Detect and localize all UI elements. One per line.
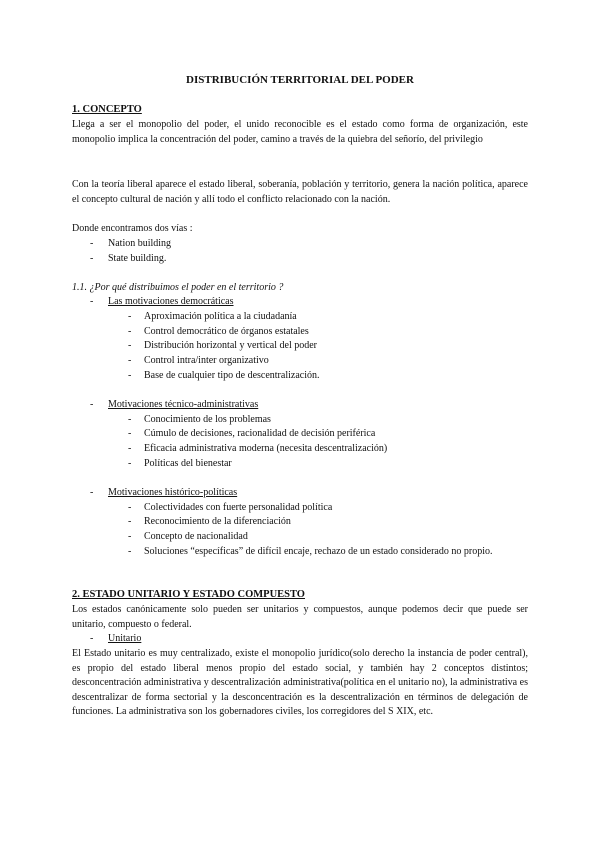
paragraph: Los estados canónicamente solo pueden ser unitarios y compuestos, aunque podemos decir que puede ser unitario, compuesto o federal. (72, 604, 528, 630)
dash-bullet: - (90, 633, 94, 644)
list-item: Control intra/inter organizativo (144, 355, 269, 366)
paragraph: Llega a ser el monopolio del poder, el unido reconocible es el estado como forma de organización, este monopolio implica la concentración del poder, camino a través de la quiebra del señorío, del privilegio (72, 119, 528, 145)
list-item: Nation building (108, 238, 172, 249)
dash-bullet: - (128, 458, 132, 469)
list-item: Aproximación política a la ciudadanía (144, 311, 297, 322)
paragraph: El Estado unitario es muy centralizado, existe el monopolio jurídico(solo derecho la instancia de poder central), es propio del estado liberal menos propio del estado social, y también hay 2 conceptos distintos; desconcentración administrativa y descentralización administrativa(política en el unitario no), la administrativa es descentralizar de forma sectorial y la desconcentración es la descentralización en términos de delegación de funciones. La administrativa son los gobernadores civiles, los corregidores del S XIX, etc. (72, 648, 528, 718)
dash-bullet: - (128, 340, 132, 351)
dash-bullet: - (128, 516, 132, 527)
dash-bullet: - (90, 296, 94, 307)
paragraph: Con la teoría liberal aparece el estado liberal, soberanía, población y territorio, genera la nación política, aparece el concepto cultural de nación y allí todo el conflicto relacionado con la nación. (72, 179, 528, 205)
dash-bullet: - (90, 253, 94, 264)
dash-bullet: - (128, 531, 132, 542)
list-item: Políticas del bienestar (144, 458, 232, 469)
group-label: Las motivaciones democráticas (108, 296, 234, 307)
subsection-heading: 1.1. ¿Por qué distribuimos el poder en el territorio ? (72, 282, 284, 293)
dash-bullet: - (90, 487, 94, 498)
dash-bullet: - (128, 355, 132, 366)
dash-bullet: - (128, 311, 132, 322)
list-item: Cúmulo de decisiones, racionalidad de decisión periférica (144, 428, 376, 439)
section-heading-estado: 2. ESTADO UNITARIO Y ESTADO COMPUESTO (72, 589, 305, 600)
list-item: Base de cualquier tipo de descentralización. (144, 370, 320, 381)
list-item: Soluciones “específicas” de difícil encaje, rechazo de un estado considerado no propio. (144, 546, 493, 557)
section-heading-concepto: 1. CONCEPTO (72, 104, 142, 115)
list-item: Eficacia administrativa moderna (necesita descentralización) (144, 443, 388, 454)
list-item: Reconocimiento de la diferenciación (144, 516, 291, 527)
dash-bullet: - (90, 238, 94, 249)
dash-bullet: - (128, 502, 132, 513)
list-item-label: Unitario (108, 633, 142, 644)
document-title: DISTRIBUCIÓN TERRITORIAL DEL PODER (186, 74, 414, 86)
dash-bullet: - (128, 546, 132, 557)
group-label: Motivaciones histórico-políticas (108, 487, 238, 498)
dash-bullet: - (128, 326, 132, 337)
dash-bullet: - (128, 428, 132, 439)
dash-bullet: - (128, 414, 132, 425)
dash-bullet: - (128, 443, 132, 454)
list-item: Distribución horizontal y vertical del poder (144, 340, 318, 351)
dash-bullet: - (128, 370, 132, 381)
list-item: Control democrático de órganos estatales (144, 326, 309, 337)
list-item: State building. (108, 253, 167, 264)
list-item: Colectividades con fuerte personalidad política (144, 502, 333, 513)
list-item: Concepto de nacionalidad (144, 531, 248, 542)
dash-bullet: - (90, 399, 94, 410)
list-item: Conocimiento de los problemas (144, 414, 271, 425)
paragraph: Donde encontramos dos vías : (72, 223, 193, 234)
group-label: Motivaciones técnico-administrativas (108, 399, 259, 410)
